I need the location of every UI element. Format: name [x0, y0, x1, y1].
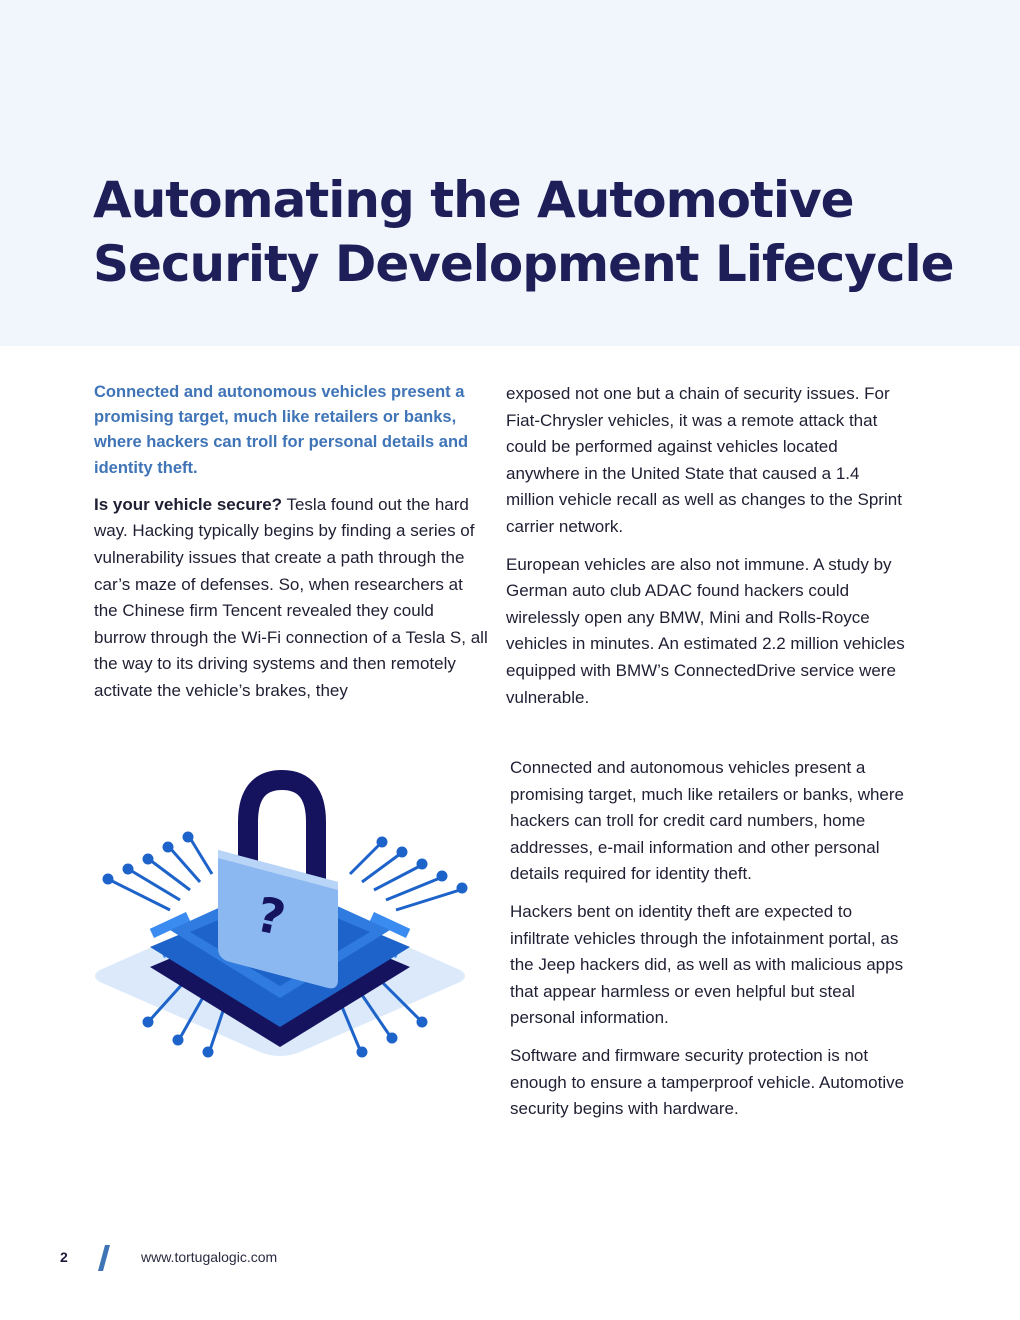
body-paragraph: Connected and autonomous vehicles present a promising target, much like retailers or banks, where hackers can troll for credit card numbers, home addresses, e-mail information and other personal details required for identity theft.	[510, 758, 904, 884]
svg-text:?: ?	[251, 886, 291, 948]
page-title	[93, 168, 954, 296]
title-line-1: Automating the Automotive	[93, 171, 854, 229]
footer-url: www.tortugalogic.com	[141, 1249, 278, 1265]
left-column	[94, 380, 489, 716]
body-paragraph: European vehicles are also not immune. A study by German auto club ADAC found hackers could wirelessly open any BMW, Mini and Rolls-Royce vehicles in minutes. An estimated 2.2 million vehicles equipped with BMW’s ConnectedDrive service were vulnerable.	[506, 554, 905, 707]
right-column-top	[506, 381, 906, 722]
paragraph-text: Tesla found out the hard way. Hacking typically begins by finding a series of vulnerability issues that create a path through the car’s maze of defenses. So, when researchers at the Chinese firm Tencent revealed they could burrow through the Wi-Fi connection of a Tesla S, all the way to its driving systems and then remotely activate the vehicle’s brakes, they	[94, 494, 488, 700]
padlock-on-chip-icon	[90, 770, 470, 1090]
body-paragraph: Software and firmware security protection is not enough to ensure a tamperproof vehicle. Automotive security begins with hardware.	[510, 1045, 905, 1119]
body-paragraph: exposed not one but a chain of security issues. For Fiat-Chrysler vehicles, it was a remote attack that could be performed against vehicles located anywhere in the United State that caused a 1.4 million vehicle recall as well as changes to the Sprint carrier network.	[506, 384, 902, 536]
body-paragraph: Hackers bent on identity theft are expected to infiltrate vehicles through the infotainment portal, as the Jeep hackers did, as well as with malicious apps that appear harmless or even helpful but steal personal information.	[510, 901, 904, 1028]
slash-divider-icon	[97, 1245, 111, 1271]
right-column-bottom	[510, 755, 910, 1134]
page-number: 2	[60, 1249, 68, 1265]
title-line-2: Security Development Lifecycle	[93, 235, 954, 293]
paragraph-bold-lead: Is your vehicle secure?	[94, 494, 283, 514]
body-paragraph	[94, 492, 489, 705]
lead-paragraph: Connected and autonomous vehicles present a promising target, much like retailers or banks, where hackers can troll for personal details and identity theft.	[94, 383, 469, 477]
